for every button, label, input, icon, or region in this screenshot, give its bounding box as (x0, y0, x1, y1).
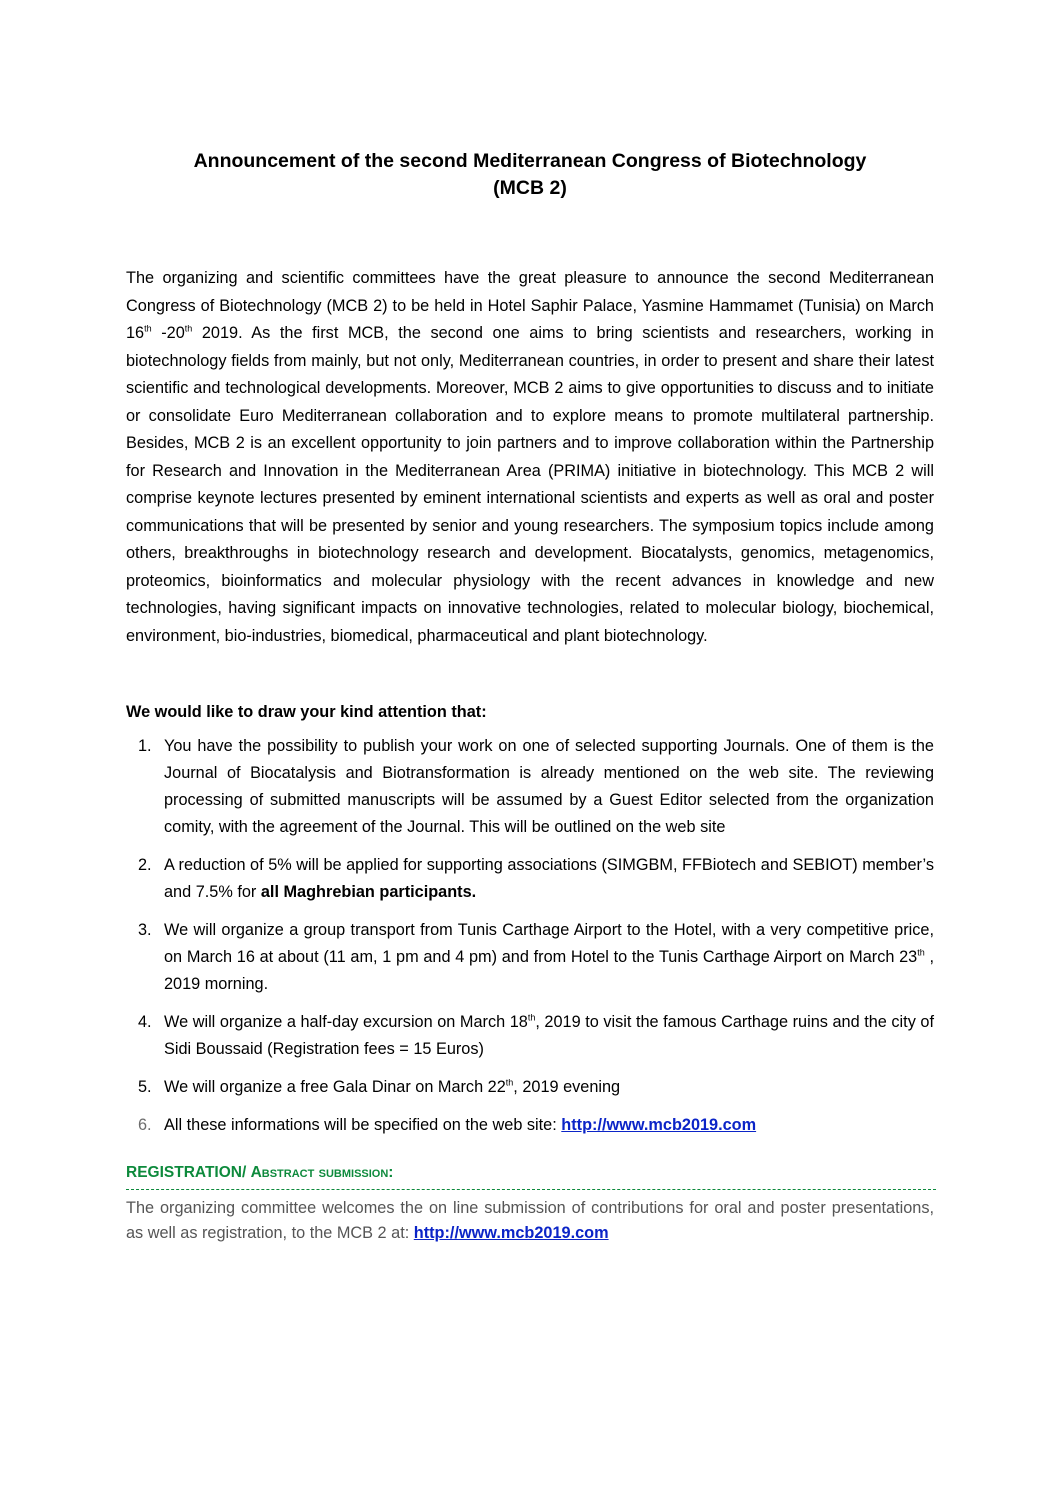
intro-paragraph (126, 265, 934, 650)
list-text-part: We will organize a group transport from Tunis Carthage Airport to the Hotel, with a very competitive price, on March 16 at about (11 am, 1 pm and 4 pm) and from Hotel to the Tunis Carthage Airport on March 23 (164, 921, 934, 966)
attention-heading: We would like to draw your kind attention that: (126, 703, 487, 721)
list-text (164, 917, 934, 998)
registration-link[interactable]: http://www.mcb2019.com (413, 1224, 609, 1242)
list-number: 2. (138, 856, 152, 874)
list-text-part: , 2019 to visit the famous Carthage ruins and the city of Sidi Boussaid (Registration fees = 15 Euros) (164, 1013, 934, 1058)
list-text-part: A reduction of 5% will be applied for supporting associations (SIMGBM, FFBiotech and SEBIOT) member’s and 7.5% for (164, 856, 934, 901)
list-text-part: We will organize a free Gala Dinar on March 22 (164, 1078, 506, 1096)
document-page (126, 148, 934, 1246)
list-text-part: , 2019 morning. (164, 948, 934, 993)
intro-text-2: -20 (151, 324, 185, 342)
list-text (164, 852, 934, 906)
list-sup: th (917, 947, 925, 958)
list-item (126, 852, 934, 906)
attention-list (126, 733, 934, 1139)
list-text-part: , 2019 evening (513, 1078, 621, 1096)
list-number: 3. (138, 921, 152, 939)
website-link[interactable]: http://www.mcb2019.com (561, 1116, 757, 1134)
list-text (164, 1112, 934, 1139)
list-item (126, 733, 934, 841)
registration-heading-main: REGISTRATION/ (126, 1164, 251, 1181)
list-text-bold: all Maghrebian participants. (260, 883, 477, 901)
registration-heading-sub: Abstract submission: (250, 1164, 394, 1181)
page-title (126, 148, 934, 202)
list-number: 4. (138, 1013, 152, 1031)
list-number: 1. (138, 737, 152, 755)
list-number: 6. (138, 1116, 152, 1134)
list-text (164, 1009, 934, 1063)
title-line-2: (MCB 2) (493, 177, 567, 199)
list-text (164, 1074, 934, 1101)
intro-text-3: 2019. As the first MCB, the second one aims to bring scientists and researchers, working in biotechnology fields from mainly, but not only, Mediterranean countries, in order to present and share their latest scientific and technological developments. Moreover, MCB 2 aims to give opportunities to discuss and to initiate or consolidate Euro Mediterranean collaboration and to explore means to promote multilateral partnership. Besides, MCB 2 is an excellent opportunity to join partners and to improve collaboration within the Partnership for Research and Innovation in the Mediterranean Area (PRIMA) initiative in biotechnology. This MCB 2 will comprise keynote lectures presented by eminent international scientists and experts as well as oral and poster communications that will be presented by senior and young researchers. The symposium topics include among others, breakthroughs in biotechnology research and development. Biocatalysts, genomics, metagenomics, proteomics, bioinformatics and molecular physiology with the recent advances in knowledge and new technologies, having significant impacts on innovative technologies, related to molecular biology, biochemical, environment, bio-industries, biomedical, pharmaceutical and plant biotechnology. (126, 324, 934, 645)
list-item (126, 1074, 934, 1101)
registration-paragraph (126, 1196, 934, 1246)
list-text-part: All these informations will be specified on the web site: (164, 1116, 562, 1134)
intro-sup-2: th (184, 323, 193, 334)
list-sup: th (527, 1012, 536, 1023)
title-line-1: Announcement of the second Mediterranean Congress of Biotechnology (193, 150, 867, 172)
list-sup: th (505, 1077, 514, 1088)
intro-sup-1: th (144, 323, 152, 334)
list-item (126, 1009, 934, 1063)
section-divider (126, 1189, 936, 1190)
list-item (126, 917, 934, 998)
registration-heading (126, 1161, 934, 1185)
registration-text: The organizing committee welcomes the on line submission of contributions for oral and poster presentations, as well as registration, to the MCB 2 at: (126, 1199, 934, 1242)
list-text-part: We will organize a half-day excursion on March 18 (164, 1013, 528, 1031)
list-text: You have the possibility to publish your work on one of selected supporting Journals. One of them is the Journal of Biocatalysis and Biotransformation is already mentioned on the web site. The reviewing processing of submitted manuscripts will be assumed by a Guest Editor selected from the organization comity, with the agreement of the Journal. This will be outlined on the web site (164, 737, 934, 836)
list-number: 5. (138, 1078, 152, 1096)
intro-text-1: The organizing and scientific committees have the great pleasure to announce the second Mediterranean Congress of Biotechnology (MCB 2) to be held in Hotel Saphir Palace, Yasmine Hammamet (Tunisia) on March 16 (126, 269, 934, 342)
list-item (126, 1112, 934, 1139)
